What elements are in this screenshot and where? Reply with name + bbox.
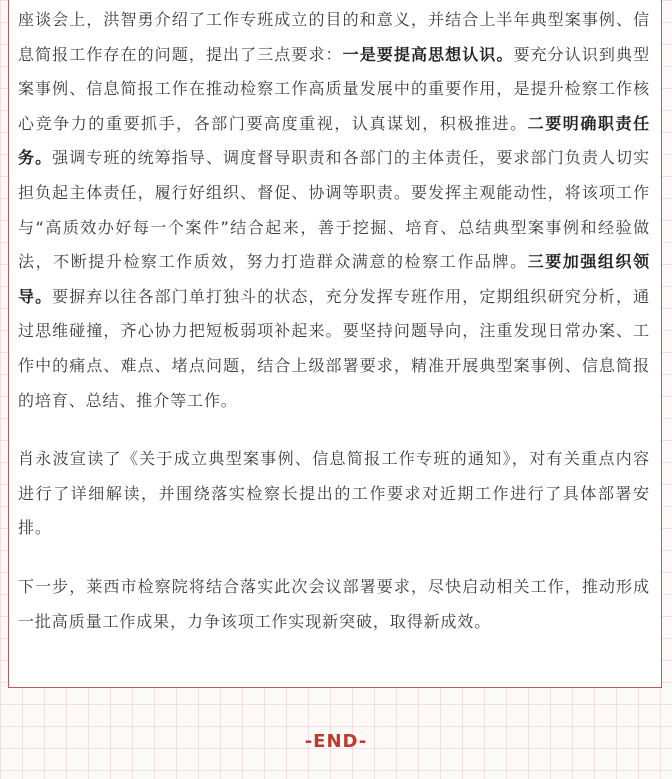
paragraph-requirements xyxy=(18,3,650,418)
requirement-three-heading: 三要加强组织领导。 xyxy=(18,252,650,306)
end-mark: -END- xyxy=(304,731,368,752)
paragraph-text: 座谈会上，洪智勇介绍了工作专班成立的目的和意义，并结合上半年典型案事例、信息简报工作存在的问题，提出了三点要求： xyxy=(18,10,650,64)
paragraph-notice-reading: 肖永波宣读了《关于成立典型案事例、信息简报工作专班的通知》，对有关重点内容进行了详细解读，并围绕落实检察长提出的工作要求对近期工作进行了具体部署安排。 xyxy=(18,449,650,538)
paragraph-next-steps: 下一步，莱西市检察院将结合落实此次会议部署要求，尽快启动相关工作，推动形成一批高质量工作成果，力争该项工作实现新突破，取得新成效。 xyxy=(18,576,650,631)
article-body xyxy=(8,0,662,688)
paragraph-text: 要充分认识到典型案事例、信息简报工作在推动检察工作高质量发展中的重要作用，是提升检察工作核心竞争力的重要抓手，各部门要高度重视，认真谋划，积极推进。 xyxy=(18,44,650,133)
paragraph-text: 强调专班的统筹指导、调度督导职责和各部门的主体责任，要求部门负责人切实担负起主体责任，履行好组织、督促、协调等职责。要发挥主观能动性，将该项工作与“高质效办好每一个案件”结合起来，善于挖掘、培育、总结典型案事例和经验做法，不断提升检察工作质效，努力打造群众满意的检察工作品牌。 xyxy=(18,148,650,272)
paragraph-text: 要摒弃以往各部门单打独斗的状态，充分发挥专班作用，定期组织研究分析，通过思维碰撞，齐心协力把短板弱项补起来。要坚持问题导向，注重发现日常办案、工作中的痛点、难点、堵点问题，结合上级部署要求，精准开展典型案事例、信息简报的培育、总结、推介等工作。 xyxy=(18,286,650,410)
requirement-two-heading: 二要明确职责任务。 xyxy=(18,113,650,168)
requirement-one-heading: 一是要提高思想认识。 xyxy=(342,44,514,64)
